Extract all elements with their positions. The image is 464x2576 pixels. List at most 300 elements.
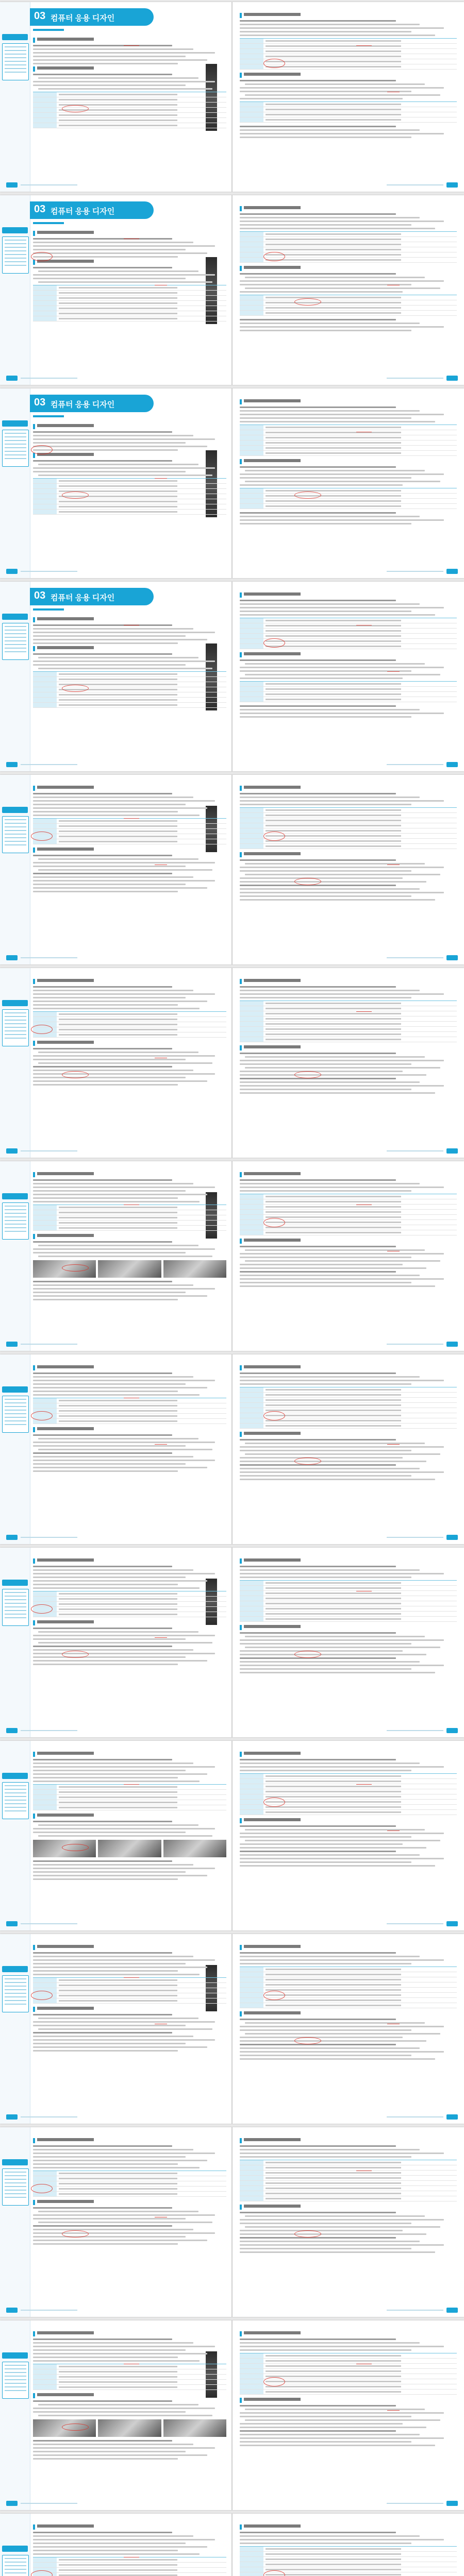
- page-number-badge: [446, 2501, 458, 2506]
- page-number-badge: [446, 1921, 458, 1926]
- text-line: [245, 2215, 425, 2217]
- text-line: [240, 1952, 396, 1954]
- section-heading: [240, 1625, 457, 1630]
- table-row: [33, 1210, 226, 1215]
- text-line: [33, 855, 172, 856]
- text-line: [38, 2028, 212, 2030]
- page-footer: [6, 1921, 225, 1926]
- text-line: [33, 2046, 207, 2048]
- text-line: [240, 1654, 426, 1655]
- text-line: [240, 986, 396, 988]
- text-line: [240, 326, 444, 328]
- handwritten-annotation: [294, 298, 321, 306]
- text-line: [240, 1861, 411, 1863]
- text-line: [33, 1179, 172, 1181]
- table-row: [240, 504, 457, 509]
- table-row: [240, 2160, 457, 2165]
- handwritten-annotation: [294, 1071, 321, 1078]
- text-line: [33, 1770, 186, 1771]
- text-line: [33, 1577, 186, 1578]
- section-heading: [240, 1752, 457, 1757]
- text-line: [240, 273, 396, 275]
- chapter-header: [30, 395, 154, 412]
- text-line: [33, 1864, 193, 1866]
- right-page-content: [240, 205, 457, 369]
- right-page: [233, 388, 464, 578]
- text-line: [240, 1063, 411, 1065]
- text-line: [33, 1391, 178, 1392]
- text-line: [33, 990, 193, 991]
- text-line: [33, 1434, 172, 1436]
- section-heading: [240, 266, 457, 271]
- section-heading: [33, 1945, 226, 1950]
- right-page: [233, 2127, 464, 2317]
- table-row: [33, 2375, 226, 2380]
- content-table: [240, 295, 457, 316]
- text-line: [240, 224, 411, 226]
- text-line: [33, 2553, 200, 2555]
- text-line: [240, 796, 420, 798]
- text-line: [33, 1832, 186, 1833]
- sidebar-note-box: [2, 623, 29, 660]
- text-line: [240, 519, 444, 521]
- text-line: [245, 481, 440, 482]
- table-row: [240, 1982, 457, 1988]
- right-page: [233, 2320, 464, 2510]
- text-line: [33, 238, 172, 240]
- table-row: [33, 123, 226, 128]
- left-page: [0, 2127, 231, 2317]
- text-line: [33, 1284, 193, 1286]
- sidebar-note-box: [2, 43, 29, 80]
- handwritten-annotation: [62, 1844, 89, 1851]
- table-row: [240, 1006, 457, 1011]
- page-footer: [6, 1148, 225, 1154]
- chapter-number: 03: [34, 10, 46, 22]
- text-line: [245, 2419, 440, 2421]
- text-line: [240, 1383, 411, 1385]
- table-row: [240, 1001, 457, 1006]
- page-spread: [0, 2320, 464, 2510]
- table-row: [33, 1983, 226, 1988]
- text-line: [33, 442, 186, 444]
- table-row: [240, 49, 457, 54]
- table-row: [240, 1601, 457, 1606]
- content-table: [33, 671, 226, 708]
- page-number-badge: [446, 1342, 458, 1347]
- text-line: [240, 1457, 403, 1459]
- sidebar-label-tag: [2, 227, 28, 233]
- sidebar-label-tag: [2, 614, 28, 620]
- left-page-content: [33, 36, 226, 176]
- right-page: [233, 1741, 464, 1930]
- text-line: [240, 1446, 444, 1448]
- right-page: [233, 968, 464, 1158]
- content-table: [240, 2353, 457, 2395]
- handwritten-annotation: [31, 832, 53, 841]
- table-row: [240, 107, 457, 112]
- text-line: [33, 1963, 186, 1964]
- text-line: [38, 1642, 212, 1643]
- text-line: [240, 1187, 444, 1188]
- table-row: [33, 92, 226, 97]
- text-line: [240, 330, 411, 331]
- right-page-content: [240, 1364, 457, 1529]
- text-line: [33, 1080, 207, 1082]
- page-number-badge: [6, 762, 18, 767]
- section-heading: [240, 2011, 457, 2016]
- page-footer: [6, 376, 225, 381]
- handwritten-annotation: [294, 492, 321, 499]
- table-row: [33, 301, 226, 306]
- text-line: [240, 2145, 396, 2147]
- table-row: [240, 1194, 457, 1199]
- text-line: [33, 997, 186, 998]
- page-number-badge: [446, 182, 458, 188]
- section-heading: [33, 2138, 226, 2143]
- text-line: [240, 881, 426, 883]
- text-line: [240, 2019, 396, 2020]
- table-row: [33, 306, 226, 311]
- content-table: [240, 1580, 457, 1622]
- table-row: [240, 1977, 457, 1982]
- text-line: [33, 1773, 207, 1775]
- handwritten-annotation: [155, 1045, 167, 1058]
- table-row: [33, 1419, 226, 1424]
- text-line: [33, 467, 215, 469]
- text-line: [33, 1442, 215, 1443]
- text-line: [240, 2244, 444, 2246]
- text-line: [245, 94, 440, 96]
- text-line: [33, 1190, 186, 1192]
- text-line: [33, 2160, 207, 2161]
- text-line: [240, 1643, 411, 1645]
- table-row: [240, 629, 457, 634]
- handwritten-annotation: [31, 1604, 53, 1614]
- section-heading: [33, 66, 226, 72]
- section-heading: [240, 1818, 457, 1823]
- left-margin-sidebar: [0, 582, 30, 771]
- text-line: [33, 1781, 200, 1782]
- text-line: [240, 1672, 435, 1673]
- page-spread: [0, 582, 464, 771]
- text-line: [33, 2342, 193, 2344]
- table-row: [240, 430, 457, 435]
- text-line: [240, 611, 411, 612]
- section-heading: [240, 2205, 457, 2210]
- text-line: [33, 2232, 215, 2234]
- table-row: [33, 499, 226, 504]
- table-row: [33, 834, 226, 839]
- section-heading: [240, 1945, 457, 1950]
- text-line: [33, 1394, 200, 1396]
- table-row: [240, 1011, 457, 1016]
- text-line: [33, 891, 178, 892]
- text-line: [38, 2222, 212, 2223]
- text-line: [33, 1566, 172, 1567]
- page-footer: [239, 1148, 458, 1154]
- text-line: [33, 1587, 200, 1589]
- text-line: [33, 1584, 178, 1585]
- text-line: [33, 431, 172, 433]
- page-number-badge: [6, 182, 18, 188]
- table-row: [33, 1800, 226, 1805]
- text-line: [33, 1868, 215, 1869]
- text-line: [33, 2214, 215, 2216]
- text-line: [33, 81, 215, 82]
- handwritten-annotation: [387, 852, 400, 865]
- text-line: [33, 1281, 172, 1282]
- text-line: [38, 1835, 212, 1837]
- section-heading: [33, 1814, 226, 1819]
- left-margin-sidebar: [0, 2514, 30, 2576]
- left-margin-sidebar: [0, 1354, 30, 1544]
- text-line: [240, 2026, 444, 2027]
- text-line: [240, 1639, 444, 1641]
- handwritten-annotation: [155, 852, 167, 865]
- right-page: [233, 775, 464, 964]
- chapter-title: 컴퓨터 응용 디자인: [51, 14, 115, 23]
- section-heading: [33, 453, 226, 458]
- text-line: [33, 1299, 178, 1300]
- text-line: [33, 873, 172, 874]
- table-row: [240, 494, 457, 499]
- table-row: [240, 311, 457, 316]
- handwritten-annotation: [62, 1071, 89, 1078]
- chapter-underline: [33, 608, 64, 611]
- table-row: [240, 813, 457, 818]
- table-row: [33, 311, 226, 316]
- text-line: [240, 859, 396, 861]
- handwritten-annotation: [62, 492, 89, 499]
- page-spread: [0, 1354, 464, 1544]
- text-line: [38, 869, 212, 871]
- text-line: [38, 464, 198, 465]
- text-line: [240, 1253, 444, 1255]
- text-line: [33, 2546, 207, 2548]
- left-page-content: [33, 1943, 226, 2108]
- table-row: [240, 2181, 457, 2186]
- text-line: [240, 20, 396, 22]
- text-line: [33, 1777, 178, 1778]
- left-page-content: [33, 1364, 226, 1529]
- page-footer: [6, 1535, 225, 1540]
- text-line: [240, 1770, 411, 1771]
- text-line: [240, 1836, 411, 1838]
- text-line: [33, 1952, 172, 1954]
- text-line: [33, 1452, 172, 1454]
- page-spread: [0, 1548, 464, 1737]
- right-page-content: [240, 2137, 457, 2301]
- section-heading: [33, 786, 226, 791]
- text-line: [240, 1759, 396, 1760]
- section-heading: [240, 1432, 457, 1437]
- handwritten-annotation: [155, 466, 167, 479]
- section-heading: [240, 852, 457, 857]
- table-row: [240, 682, 457, 687]
- text-line: [240, 1257, 411, 1258]
- text-line: [33, 2451, 186, 2452]
- left-page: [0, 1354, 231, 1544]
- text-line: [33, 435, 193, 436]
- handwritten-annotation: [263, 252, 285, 261]
- chapter-underline: [33, 29, 64, 31]
- sidebar-label-tag: [2, 34, 28, 40]
- text-line: [33, 1759, 172, 1760]
- text-line: [33, 2153, 215, 2154]
- right-page: [233, 1354, 464, 1544]
- table-row: [33, 1988, 226, 1993]
- page-footer: [6, 182, 225, 188]
- text-line: [38, 1449, 212, 1450]
- content-table: [240, 1001, 457, 1042]
- text-line: [240, 2237, 396, 2239]
- handwritten-annotation: [124, 618, 139, 625]
- table-row: [240, 44, 457, 49]
- handwritten-annotation: [387, 1818, 400, 1831]
- table-row: [33, 113, 226, 118]
- text-line: [240, 2416, 411, 2417]
- text-line: [33, 74, 172, 75]
- table-row: [33, 1226, 226, 1231]
- table-row: [240, 692, 457, 697]
- handwritten-annotation: [356, 425, 372, 432]
- section-heading: [33, 1172, 226, 1177]
- handwritten-annotation: [155, 1625, 167, 1638]
- handwritten-annotation: [294, 878, 321, 885]
- table-row: [240, 2353, 457, 2359]
- text-line: [38, 1062, 212, 1064]
- text-line: [33, 2408, 215, 2409]
- table-row: [33, 1221, 226, 1226]
- right-page-content: [240, 784, 457, 949]
- text-line: [33, 1070, 193, 1071]
- text-line: [240, 705, 396, 707]
- table-row: [240, 102, 457, 107]
- sidebar-label-tag: [2, 1773, 28, 1779]
- section-heading: [240, 979, 457, 984]
- page-number-badge: [6, 2114, 18, 2120]
- text-line: [240, 993, 444, 995]
- table-row: [240, 2562, 457, 2567]
- text-line: [33, 2458, 178, 2460]
- text-line: [240, 1963, 411, 1964]
- table-row: [33, 1993, 226, 1998]
- text-line: [38, 2415, 212, 2416]
- handwritten-annotation: [155, 273, 167, 285]
- table-row: [240, 1596, 457, 1601]
- handwritten-annotation: [31, 2184, 53, 2193]
- handwritten-annotation: [155, 2011, 167, 2024]
- text-line: [33, 1573, 215, 1574]
- page-number-badge: [6, 2308, 18, 2313]
- text-line: [240, 867, 444, 868]
- text-line: [240, 2037, 403, 2038]
- content-table: [240, 681, 457, 702]
- text-line: [240, 2149, 420, 2150]
- text-line: [240, 1092, 435, 1094]
- table-row: [240, 446, 457, 451]
- text-line: [33, 2357, 178, 2358]
- table-row: [33, 1205, 226, 1210]
- text-line: [240, 2539, 444, 2540]
- text-line: [33, 1649, 193, 1651]
- table-row: [33, 2380, 226, 2385]
- text-line: [33, 2550, 178, 2551]
- section-heading: [240, 2331, 457, 2336]
- text-line: [33, 628, 193, 630]
- sidebar-note-box: [2, 1782, 29, 1819]
- section-heading: [240, 206, 457, 211]
- text-line: [33, 1956, 193, 1957]
- handwritten-annotation: [356, 1004, 372, 1012]
- content-table: [33, 1205, 226, 1231]
- handwritten-annotation: [31, 1411, 53, 1420]
- text-line: [240, 1657, 396, 1659]
- table-row: [240, 306, 457, 311]
- text-line: [33, 2349, 186, 2351]
- handwritten-annotation: [356, 38, 372, 46]
- page-footer: [6, 1342, 225, 1347]
- text-line: [240, 899, 435, 901]
- text-line: [240, 677, 403, 679]
- text-line: [240, 1865, 435, 1867]
- table-row: [240, 2003, 457, 2008]
- handwritten-annotation: [263, 1411, 285, 1420]
- table-row: [33, 484, 226, 489]
- handwritten-annotation: [62, 1264, 89, 1272]
- table-row: [240, 2389, 457, 2395]
- handwritten-annotation: [387, 1432, 400, 1445]
- sidebar-label-tag: [2, 420, 28, 427]
- handwritten-annotation: [124, 1197, 139, 1205]
- text-line: [240, 1282, 411, 1283]
- right-page: [233, 195, 464, 385]
- text-line: [33, 2532, 172, 2533]
- text-line: [38, 1631, 198, 1633]
- table-row: [240, 2369, 457, 2374]
- text-line: [33, 1456, 193, 1458]
- table-row: [240, 1037, 457, 1042]
- text-line: [38, 2211, 198, 2212]
- page-footer: [6, 2114, 225, 2120]
- text-line: [33, 1875, 207, 1876]
- table-row: [240, 1581, 457, 1586]
- table-row: [240, 1810, 457, 1815]
- chapter-title: 컴퓨터 응용 디자인: [51, 207, 115, 216]
- section-heading: [33, 1620, 226, 1625]
- page-number-badge: [6, 955, 18, 960]
- text-line: [240, 1074, 426, 1076]
- sidebar-note-box: [2, 1975, 29, 2012]
- table-row: [33, 479, 226, 484]
- text-line: [240, 600, 396, 601]
- text-line: [33, 1187, 215, 1188]
- table-row: [240, 2171, 457, 2176]
- text-line: [33, 1201, 200, 1202]
- text-line: [33, 1569, 193, 1571]
- handwritten-annotation: [356, 2357, 372, 2364]
- table-row: [240, 1784, 457, 1789]
- text-line: [240, 414, 444, 415]
- text-line: [33, 1059, 186, 1060]
- page-number-badge: [446, 1728, 458, 1733]
- table-row: [240, 2196, 457, 2201]
- section-heading: [240, 1045, 457, 1050]
- text-line: [33, 884, 186, 885]
- text-line: [33, 1252, 186, 1253]
- text-line: [33, 2411, 186, 2413]
